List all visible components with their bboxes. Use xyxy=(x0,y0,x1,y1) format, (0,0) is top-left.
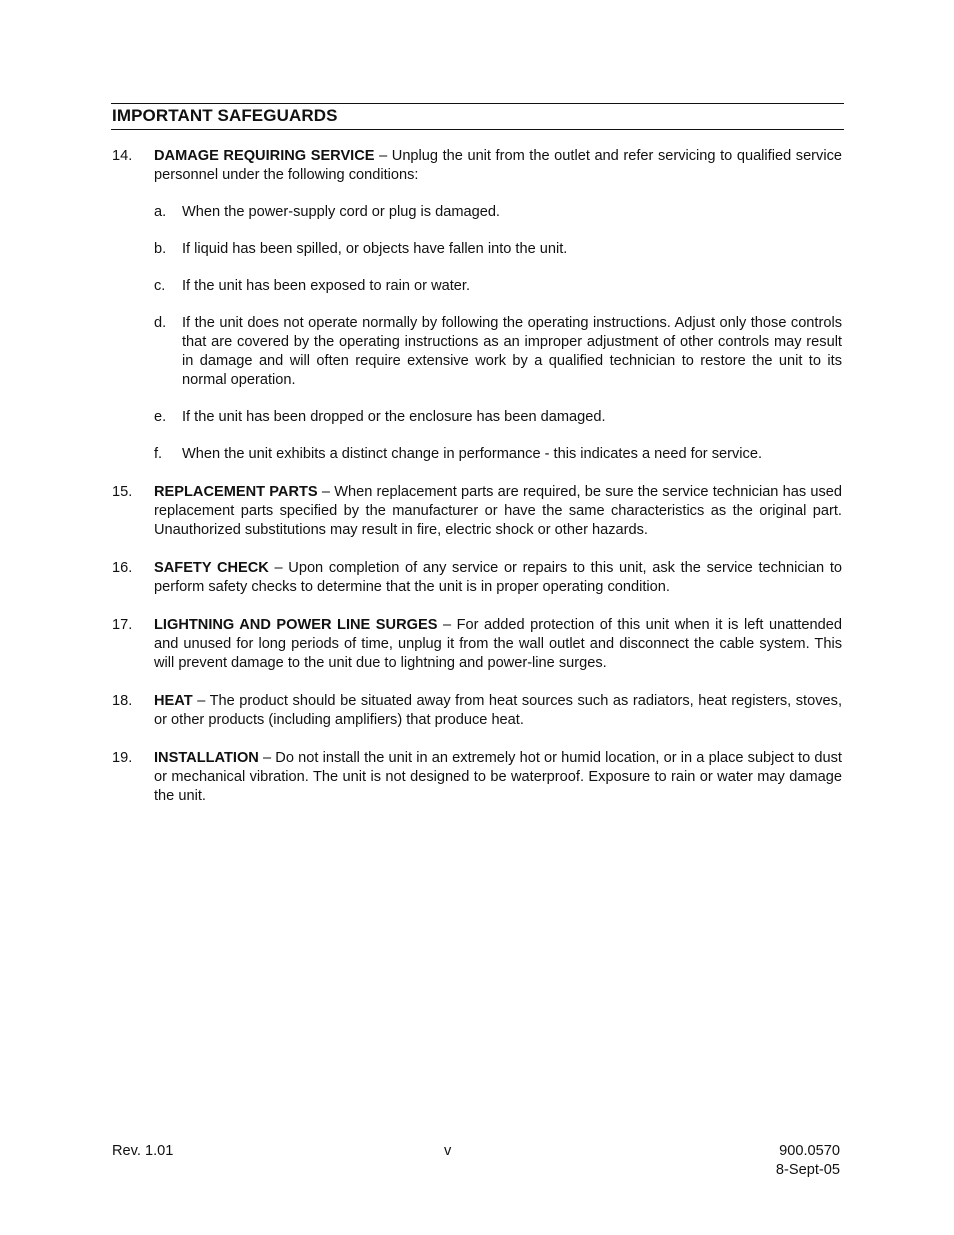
condition-text: If the unit does not operate normally by following the operating instructions. Adjust only those controls that are covered by the operating instructions as an improper adjustment of other controls may result in damage and will often require extensive work by a qualified technician to restore the unit to its normal operation. xyxy=(182,315,842,388)
footer-doc-number: 900.0570 xyxy=(779,1143,840,1159)
item-text: – Upon completion of any service or repairs to this unit, ask the service technician to perform safety checks to determine that the unit is in proper operating condition. xyxy=(154,560,842,595)
item-body xyxy=(154,749,842,806)
item-number: 19. xyxy=(112,750,133,766)
condition-letter: d. xyxy=(154,315,167,331)
item-body xyxy=(154,616,842,673)
page-heading: IMPORTANT SAFEGUARDS xyxy=(112,106,338,125)
item-number: 15. xyxy=(112,484,133,500)
condition-letter: a. xyxy=(154,204,167,220)
safeguards-list xyxy=(112,147,842,825)
item-title: INSTALLATION xyxy=(154,750,259,766)
item-text: – Do not install the unit in an extremely hot or humid location, or in a place subject to dust or mechanical vibration. The unit is not designed to be waterproof. Exposure to rain or water may damage the unit. xyxy=(154,750,842,804)
item-body xyxy=(154,483,842,540)
safeguard-item-16 xyxy=(112,559,842,597)
condition-item-f xyxy=(154,445,842,464)
safeguard-item-19 xyxy=(112,749,842,806)
item-text: – The product should be situated away from heat sources such as radiators, heat registers, stoves, or other products (including amplifiers) that produce heat. xyxy=(154,693,842,728)
footer-doc-info xyxy=(776,1142,840,1180)
safeguard-item-18 xyxy=(112,692,842,730)
item-number: 18. xyxy=(112,693,133,709)
item-text: – Unplug the unit from the outlet and refer servicing to qualified service personnel under the following conditions: xyxy=(154,148,842,183)
condition-item-b xyxy=(154,240,842,259)
safeguard-item-14 xyxy=(112,147,842,464)
item-title: HEAT xyxy=(154,693,193,709)
item-title: LIGHTNING AND POWER LINE SURGES xyxy=(154,617,438,633)
item-text: – When replacement parts are required, be sure the service technician has used replacement parts specified by the manufacturer or have the same characteristics as the original part. Unauthorized substitutions may result in fire, electric shock or other hazards. xyxy=(154,484,843,538)
item-title: REPLACEMENT PARTS xyxy=(154,484,318,500)
safeguard-item-17 xyxy=(112,616,842,673)
item-body xyxy=(154,559,842,597)
item-body xyxy=(154,692,842,730)
condition-item-e xyxy=(154,408,842,427)
item-number: 14. xyxy=(112,148,133,164)
safeguard-item-15 xyxy=(112,483,842,540)
condition-list xyxy=(154,203,842,464)
condition-letter: b. xyxy=(154,241,167,257)
condition-item-c xyxy=(154,277,842,296)
condition-letter: f. xyxy=(154,446,163,462)
item-title: SAFETY CHECK xyxy=(154,560,269,576)
heading-bottom-rule xyxy=(111,129,844,130)
condition-item-a xyxy=(154,203,842,222)
condition-letter: c. xyxy=(154,278,166,294)
condition-item-d xyxy=(154,314,842,390)
condition-text: If the unit has been exposed to rain or water. xyxy=(182,278,471,294)
item-text: – For added protection of this unit when it is left unattended and unused for long periods of time, unplug it from the wall outlet and disconnect the cable system. This will prevent damage to the unit due to lightning and power-line surges. xyxy=(154,617,843,671)
condition-text: When the unit exhibits a distinct change in performance - this indicates a need for service. xyxy=(182,446,763,462)
item-title: DAMAGE REQUIRING SERVICE xyxy=(154,148,375,164)
heading-top-rule xyxy=(111,103,844,104)
footer-date: 8-Sept-05 xyxy=(775,1162,840,1178)
footer-page-number: v xyxy=(444,1143,452,1159)
condition-letter: e. xyxy=(154,409,167,425)
item-number: 16. xyxy=(112,560,133,576)
condition-text: When the power-supply cord or plug is damaged. xyxy=(182,204,500,220)
condition-text: If the unit has been dropped or the enclosure has been damaged. xyxy=(182,409,606,425)
item-body xyxy=(154,147,842,185)
condition-text: If liquid has been spilled, or objects have fallen into the unit. xyxy=(182,241,568,257)
footer-revision: Rev. 1.01 xyxy=(112,1143,174,1159)
item-number: 17. xyxy=(112,617,133,633)
